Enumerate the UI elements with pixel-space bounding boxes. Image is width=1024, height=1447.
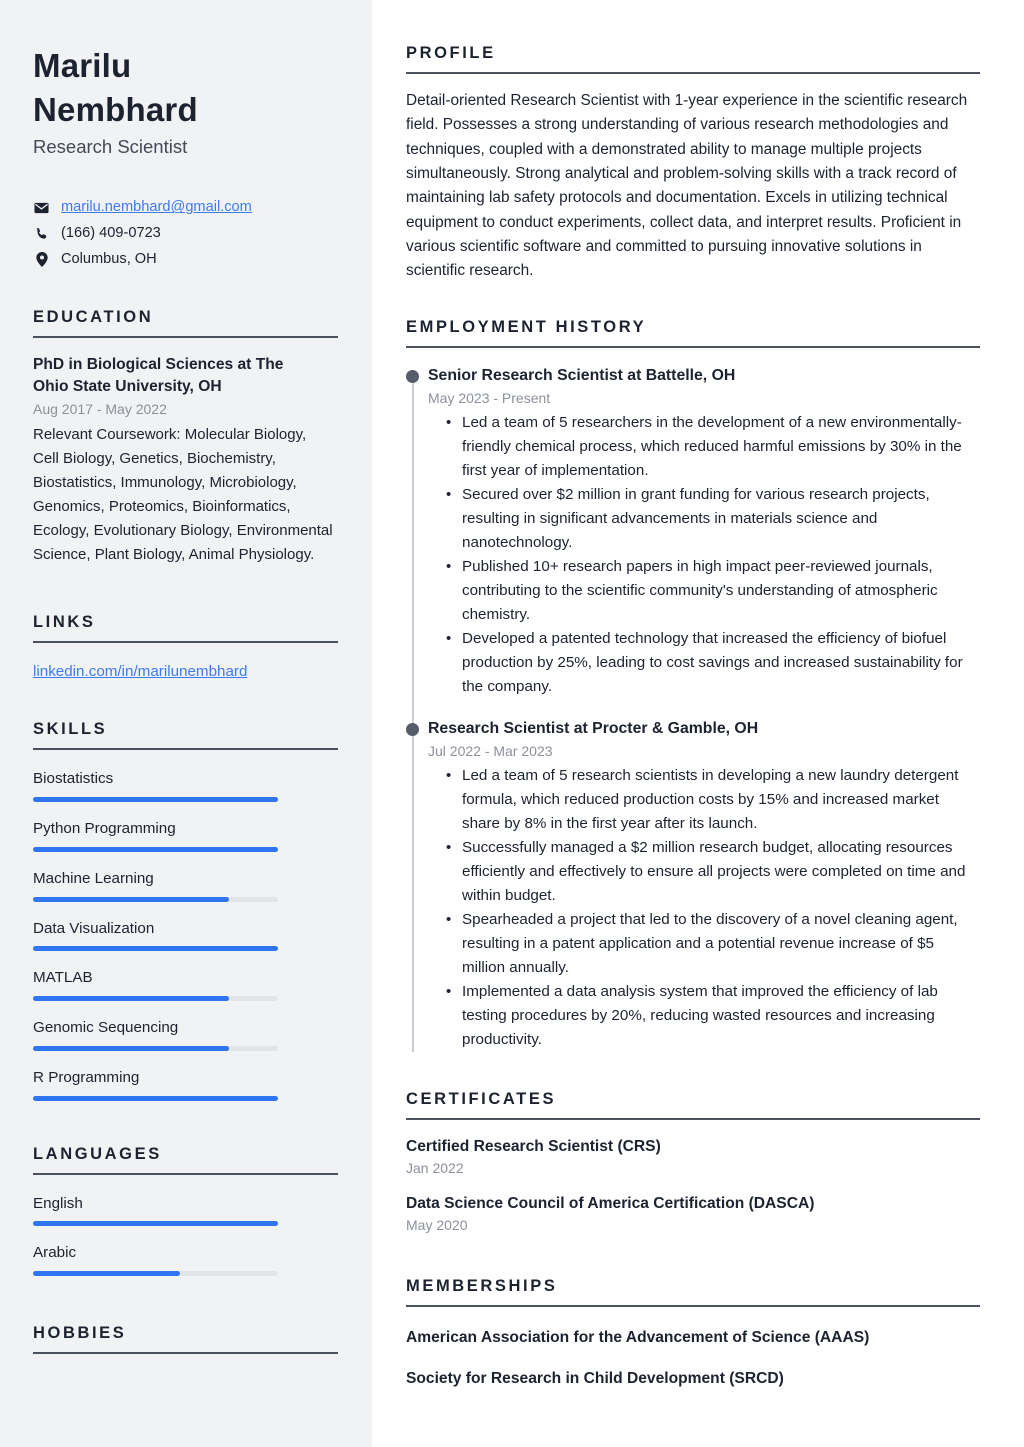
skill-level-fill: [33, 1096, 278, 1101]
links-heading: LINKS: [33, 613, 96, 632]
employment-entry-bullets: [428, 411, 980, 698]
profile-section: [406, 44, 980, 284]
languages-list: [33, 1194, 338, 1277]
skill-level-track: [33, 797, 278, 802]
skill-level-fill: [33, 1046, 229, 1051]
profile-rule: [406, 72, 980, 74]
employment-entry-title: Research Scientist at Procter & Gamble, OH: [428, 719, 759, 737]
language-level-fill: [33, 1271, 180, 1276]
location-text: Columbus, OH: [61, 251, 157, 268]
education-entry-title: PhD in Biological Sciences at The Ohio State University, OH: [33, 356, 284, 396]
memberships-rule: [406, 1305, 980, 1307]
skill-label: Biostatistics: [33, 770, 114, 788]
languages-rule: [33, 1173, 338, 1175]
employment-rule: [406, 346, 980, 348]
skills-list: [33, 769, 338, 1100]
employment-timeline: [406, 366, 980, 1052]
employment-entry-date: Jul 2022 - Mar 2023: [428, 743, 553, 760]
skills-heading: SKILLS: [33, 720, 108, 739]
certificate-title: Data Science Council of America Certification (DASCA): [406, 1194, 815, 1212]
hobbies-rule: [33, 1352, 338, 1354]
skill-item: [33, 1068, 338, 1101]
employment-entry: [428, 719, 980, 1052]
phone-icon: [33, 227, 50, 241]
languages-heading: LANGUAGES: [33, 1144, 162, 1163]
language-level-track: [33, 1221, 278, 1226]
candidate-name: Marilu Nembhard: [33, 47, 198, 128]
employment-bullet: • Secured over $2 million in grant funding for various research projects, resulting in significant advancements in materials science and nanotechnology.: [462, 483, 980, 554]
education-entry-description: Relevant Coursework: Molecular Biology, Cell Biology, Genetics, Biochemistry, Biostatistics, Immunology, Microbiology, Genomics, Proteomics, Bioinformatics, Ecology, Evolutionary Biology, Environmental Science, Plant Biology, Animal Physiology.: [33, 426, 333, 564]
contact-row-email[interactable]: [33, 197, 338, 218]
employment-entry-bullets: [428, 764, 980, 1051]
memberships-section: [406, 1277, 980, 1390]
contact-row-phone: [33, 223, 338, 244]
timeline-dot-icon: [406, 370, 419, 383]
skill-item: [33, 819, 338, 852]
email-link[interactable]: marilu.nembhard@gmail.com: [61, 199, 252, 216]
skill-item: [33, 769, 338, 802]
hobbies-heading: HOBBIES: [33, 1324, 127, 1343]
certificate-title: Certified Research Scientist (CRS): [406, 1137, 661, 1155]
skills-rule: [33, 748, 338, 750]
education-heading: EDUCATION: [33, 308, 154, 327]
education-rule: [33, 336, 338, 338]
employment-entry: [428, 366, 980, 699]
skill-item: [33, 968, 338, 1001]
education-section: [33, 308, 338, 567]
candidate-job-title: Research Scientist: [33, 136, 188, 158]
certificates-rule: [406, 1118, 980, 1120]
employment-heading: EMPLOYMENT HISTORY: [406, 317, 647, 336]
certificates-section: [406, 1090, 980, 1234]
employment-bullet: • Implemented a data analysis system that improved the efficiency of lab testing procedures by 20%, reducing wasted resources and increasing productivity.: [462, 980, 980, 1051]
envelope-icon: [33, 202, 50, 214]
employment-bullet: • Developed a patented technology that increased the efficiency of biofuel production by 25%, leading to cost savings and increased sustainability for the company.: [462, 627, 980, 698]
skill-level-fill: [33, 996, 229, 1001]
main-column: [372, 0, 1024, 1447]
contact-row-location: [33, 249, 338, 270]
membership-item: Society for Research in Child Development (SRCD): [406, 1370, 784, 1388]
links-section: [33, 613, 338, 680]
profile-text: Detail-oriented Research Scientist with 1-year experience in the scientific research field. Possesses a strong understanding of various research methodologies and techniques, coupled with a demonstrated ability to manage multiple projects simultaneously. Strong analytical and problem-solving skills with a track record of maintaining lab safety protocols and documentation. Excels in utilizing technical equipment to conduct experiments, collect data, and interpret results. Proficient in various scientific software and committed to pursuing innovative solutions in scientific research.: [406, 92, 968, 280]
skill-level-track: [33, 1046, 278, 1051]
skill-item: [33, 919, 338, 952]
skill-label: Python Programming: [33, 820, 176, 838]
certificate-date: Jan 2022: [406, 1159, 464, 1176]
employment-section: [406, 318, 980, 1052]
skill-level-fill: [33, 897, 229, 902]
skill-level-track: [33, 996, 278, 1001]
education-entry-date: Aug 2017 - May 2022: [33, 401, 167, 418]
skill-level-track: [33, 946, 278, 951]
skill-label: MATLAB: [33, 969, 93, 987]
skill-label: Machine Learning: [33, 869, 154, 887]
employment-entry-date: May 2023 - Present: [428, 390, 551, 407]
location-pin-icon: [33, 252, 50, 267]
languages-section: [33, 1145, 338, 1277]
memberships-heading: MEMBERSHIPS: [406, 1277, 558, 1296]
skill-level-fill: [33, 797, 278, 802]
employment-bullet: • Published 10+ research papers in high impact peer-reviewed journals, contributing to the scientific community's understanding of atmospheric chemistry.: [462, 555, 980, 626]
certificate-item: [406, 1194, 980, 1233]
certificate-item: [406, 1137, 980, 1176]
membership-item: American Association for the Advancement of Science (AAAS): [406, 1329, 870, 1347]
employment-bullet: • Led a team of 5 research scientists in developing a new laundry detergent formula, which reduced production costs by 15% and increased market share by 8% in the first year after its launch.: [462, 764, 980, 835]
language-label: Arabic: [33, 1244, 77, 1262]
certificate-date: May 2020: [406, 1217, 468, 1234]
profile-heading: PROFILE: [406, 44, 496, 62]
skill-item: [33, 1018, 338, 1051]
links-rule: [33, 641, 338, 643]
skill-level-track: [33, 897, 278, 902]
employment-entry-title: Senior Research Scientist at Battelle, OH: [428, 366, 736, 384]
employment-bullet: • Spearheaded a project that led to the discovery of a novel cleaning agent, resulting in a patent application and a potential revenue increase of $5 million annually.: [462, 908, 980, 979]
language-level-fill: [33, 1221, 278, 1226]
skill-level-track: [33, 847, 278, 852]
sidebar: [0, 0, 372, 1447]
timeline-dot-icon: [406, 723, 419, 736]
language-label: English: [33, 1194, 83, 1212]
language-item: [33, 1194, 338, 1227]
contact-block: [33, 197, 338, 270]
hobbies-section: [33, 1324, 338, 1354]
employment-bullet: • Led a team of 5 researchers in the development of a new environmentally-friendly chemical process, which reduced harmful emissions by 30% in the first year of implementation.: [462, 411, 980, 482]
memberships-list: [406, 1328, 980, 1390]
skill-label: Data Visualization: [33, 919, 155, 937]
skill-level-track: [33, 1096, 278, 1101]
skill-level-fill: [33, 847, 278, 852]
language-level-track: [33, 1271, 278, 1276]
phone-text: (166) 409-0723: [61, 225, 161, 242]
language-item: [33, 1243, 338, 1276]
certificates-heading: CERTIFICATES: [406, 1089, 557, 1108]
link-item-linkedin[interactable]: linkedin.com/in/marilunembhard: [33, 663, 248, 681]
skill-label: R Programming: [33, 1068, 140, 1086]
certificates-list: [406, 1137, 980, 1234]
skills-section: [33, 720, 338, 1100]
employment-bullet: • Successfully managed a $2 million research budget, allocating resources efficiently and effectively to ensure all projects were completed on time and within budget.: [462, 836, 980, 907]
skill-item: [33, 869, 338, 902]
skill-label: Genomic Sequencing: [33, 1019, 179, 1037]
skill-level-fill: [33, 946, 278, 951]
